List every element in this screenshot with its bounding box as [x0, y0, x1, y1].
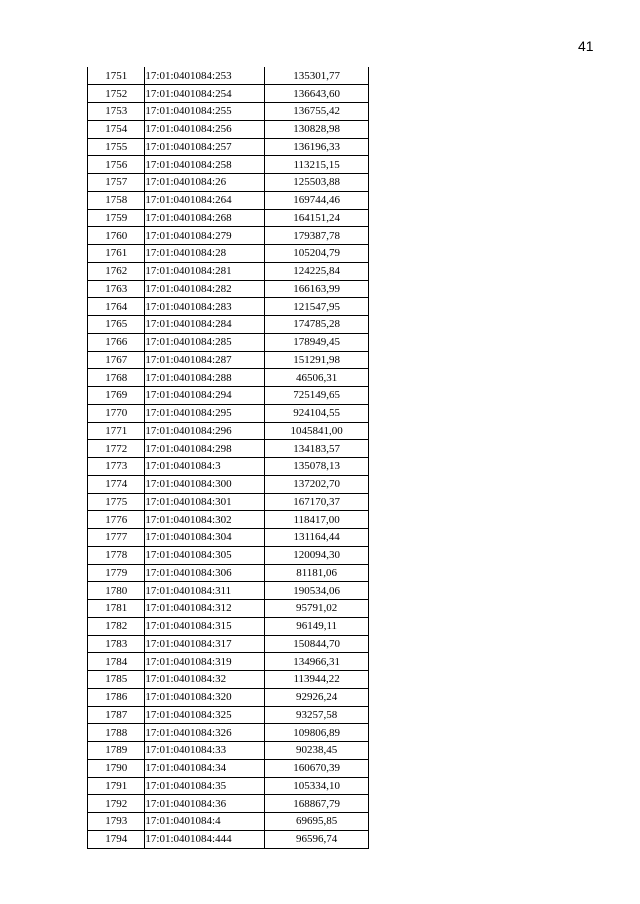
cadastral-value-cell: 164151,24: [265, 209, 369, 227]
row-number-cell: 1785: [88, 671, 145, 689]
cadastral-value-cell: 90238,45: [265, 742, 369, 760]
row-number-cell: 1787: [88, 706, 145, 724]
table-row: [88, 671, 369, 689]
row-number-cell: 1771: [88, 422, 145, 440]
cadastral-value-cell: 135301,77: [265, 67, 369, 85]
row-number-cell: 1772: [88, 440, 145, 458]
cadastral-number-cell: 17:01:0401084:264: [145, 191, 265, 209]
row-number-cell: 1782: [88, 617, 145, 635]
cadastral-number-cell: 17:01:0401084:254: [145, 85, 265, 103]
table-body: [88, 67, 369, 848]
cadastral-number-cell: 17:01:0401084:319: [145, 653, 265, 671]
cadastral-number-cell: 17:01:0401084:326: [145, 724, 265, 742]
row-number-cell: 1783: [88, 635, 145, 653]
row-number-cell: 1793: [88, 813, 145, 831]
cadastral-value-cell: 113944,22: [265, 671, 369, 689]
row-number-cell: 1760: [88, 227, 145, 245]
row-number-cell: 1779: [88, 564, 145, 582]
row-number-cell: 1762: [88, 262, 145, 280]
table-row: [88, 706, 369, 724]
cadastral-value-cell: 134183,57: [265, 440, 369, 458]
table-row: [88, 777, 369, 795]
cadastral-value-cell: 134966,31: [265, 653, 369, 671]
row-number-cell: 1775: [88, 493, 145, 511]
row-number-cell: 1776: [88, 511, 145, 529]
cadastral-value-cell: 168867,79: [265, 795, 369, 813]
table-row: [88, 174, 369, 192]
row-number-cell: 1794: [88, 830, 145, 848]
cadastral-number-cell: 17:01:0401084:298: [145, 440, 265, 458]
cadastral-value-cell: 96596,74: [265, 830, 369, 848]
cadastral-number-cell: 17:01:0401084:257: [145, 138, 265, 156]
table-row: [88, 404, 369, 422]
row-number-cell: 1764: [88, 298, 145, 316]
cadastral-value-cell: 179387,78: [265, 227, 369, 245]
row-number-cell: 1774: [88, 475, 145, 493]
cadastral-value-cell: 174785,28: [265, 316, 369, 334]
cadastral-number-cell: 17:01:0401084:444: [145, 830, 265, 848]
page-number: 41: [578, 38, 594, 54]
table-row: [88, 813, 369, 831]
cadastral-number-cell: 17:01:0401084:253: [145, 67, 265, 85]
cadastral-number-cell: 17:01:0401084:306: [145, 564, 265, 582]
cadastral-value-cell: 121547,95: [265, 298, 369, 316]
table-row: [88, 298, 369, 316]
cadastral-number-cell: 17:01:0401084:284: [145, 316, 265, 334]
table-row: [88, 511, 369, 529]
row-number-cell: 1768: [88, 369, 145, 387]
cadastral-number-cell: 17:01:0401084:32: [145, 671, 265, 689]
row-number-cell: 1761: [88, 245, 145, 263]
cadastral-number-cell: 17:01:0401084:320: [145, 688, 265, 706]
table-row: [88, 724, 369, 742]
table-row: [88, 653, 369, 671]
table-row: [88, 280, 369, 298]
cadastral-value-cell: 725149,65: [265, 387, 369, 405]
table-row: [88, 742, 369, 760]
cadastral-number-cell: 17:01:0401084:312: [145, 600, 265, 618]
cadastral-value-cell: 178949,45: [265, 333, 369, 351]
row-number-cell: 1786: [88, 688, 145, 706]
cadastral-value-cell: 105334,10: [265, 777, 369, 795]
cadastral-number-cell: 17:01:0401084:304: [145, 529, 265, 547]
cadastral-value-cell: 136196,33: [265, 138, 369, 156]
row-number-cell: 1790: [88, 759, 145, 777]
table-row: [88, 546, 369, 564]
row-number-cell: 1756: [88, 156, 145, 174]
row-number-cell: 1777: [88, 529, 145, 547]
cadastral-number-cell: 17:01:0401084:34: [145, 759, 265, 777]
row-number-cell: 1784: [88, 653, 145, 671]
table-row: [88, 795, 369, 813]
cadastral-value-cell: 93257,58: [265, 706, 369, 724]
row-number-cell: 1751: [88, 67, 145, 85]
row-number-cell: 1769: [88, 387, 145, 405]
cadastral-value-cell: 69695,85: [265, 813, 369, 831]
cadastral-number-cell: 17:01:0401084:283: [145, 298, 265, 316]
row-number-cell: 1778: [88, 546, 145, 564]
table-row: [88, 191, 369, 209]
row-number-cell: 1757: [88, 174, 145, 192]
table-row: [88, 351, 369, 369]
cadastral-number-cell: 17:01:0401084:301: [145, 493, 265, 511]
table-row: [88, 600, 369, 618]
cadastral-number-cell: 17:01:0401084:281: [145, 262, 265, 280]
cadastral-value-cell: 96149,11: [265, 617, 369, 635]
row-number-cell: 1791: [88, 777, 145, 795]
cadastral-value-cell: 136755,42: [265, 103, 369, 121]
table-row: [88, 156, 369, 174]
cadastral-value-cell: 124225,84: [265, 262, 369, 280]
row-number-cell: 1770: [88, 404, 145, 422]
cadastral-value-cell: 105204,79: [265, 245, 369, 263]
cadastral-number-cell: 17:01:0401084:317: [145, 635, 265, 653]
row-number-cell: 1753: [88, 103, 145, 121]
cadastral-value-cell: 81181,06: [265, 564, 369, 582]
cadastral-value-cell: 92926,24: [265, 688, 369, 706]
row-number-cell: 1758: [88, 191, 145, 209]
cadastral-value-cell: 109806,89: [265, 724, 369, 742]
cadastral-value-cell: 151291,98: [265, 351, 369, 369]
cadastral-number-cell: 17:01:0401084:287: [145, 351, 265, 369]
cadastral-number-cell: 17:01:0401084:28: [145, 245, 265, 263]
row-number-cell: 1788: [88, 724, 145, 742]
table-row: [88, 316, 369, 334]
cadastral-number-cell: 17:01:0401084:305: [145, 546, 265, 564]
table-row: [88, 103, 369, 121]
cadastral-number-cell: 17:01:0401084:35: [145, 777, 265, 795]
cadastral-value-table: [87, 67, 369, 849]
cadastral-value-cell: 167170,37: [265, 493, 369, 511]
table-row: [88, 333, 369, 351]
cadastral-number-cell: 17:01:0401084:295: [145, 404, 265, 422]
cadastral-number-cell: 17:01:0401084:282: [145, 280, 265, 298]
row-number-cell: 1780: [88, 582, 145, 600]
cadastral-number-cell: 17:01:0401084:255: [145, 103, 265, 121]
cadastral-value-cell: 120094,30: [265, 546, 369, 564]
row-number-cell: 1755: [88, 138, 145, 156]
cadastral-value-cell: 95791,02: [265, 600, 369, 618]
table-row: [88, 209, 369, 227]
cadastral-value-cell: 924104,55: [265, 404, 369, 422]
table-row: [88, 85, 369, 103]
row-number-cell: 1752: [88, 85, 145, 103]
cadastral-value-cell: 160670,39: [265, 759, 369, 777]
cadastral-number-cell: 17:01:0401084:300: [145, 475, 265, 493]
cadastral-value-cell: 190534,06: [265, 582, 369, 600]
cadastral-value-cell: 113215,15: [265, 156, 369, 174]
table-row: [88, 138, 369, 156]
cadastral-number-cell: 17:01:0401084:36: [145, 795, 265, 813]
cadastral-number-cell: 17:01:0401084:285: [145, 333, 265, 351]
row-number-cell: 1763: [88, 280, 145, 298]
cadastral-value-cell: 137202,70: [265, 475, 369, 493]
cadastral-value-cell: 169744,46: [265, 191, 369, 209]
cadastral-number-cell: 17:01:0401084:258: [145, 156, 265, 174]
table-row: [88, 227, 369, 245]
cadastral-number-cell: 17:01:0401084:325: [145, 706, 265, 724]
cadastral-number-cell: 17:01:0401084:315: [145, 617, 265, 635]
table-row: [88, 475, 369, 493]
row-number-cell: 1766: [88, 333, 145, 351]
cadastral-number-cell: 17:01:0401084:4: [145, 813, 265, 831]
table-row: [88, 387, 369, 405]
cadastral-number-cell: 17:01:0401084:294: [145, 387, 265, 405]
cadastral-number-cell: 17:01:0401084:311: [145, 582, 265, 600]
row-number-cell: 1773: [88, 458, 145, 476]
cadastral-value-cell: 118417,00: [265, 511, 369, 529]
table-row: [88, 582, 369, 600]
cadastral-value-cell: 135078,13: [265, 458, 369, 476]
table-row: [88, 688, 369, 706]
table-row: [88, 493, 369, 511]
table-row: [88, 369, 369, 387]
cadastral-number-cell: 17:01:0401084:26: [145, 174, 265, 192]
cadastral-value-cell: 130828,98: [265, 120, 369, 138]
cadastral-value-cell: 46506,31: [265, 369, 369, 387]
row-number-cell: 1767: [88, 351, 145, 369]
cadastral-number-cell: 17:01:0401084:33: [145, 742, 265, 760]
table-row: [88, 67, 369, 85]
cadastral-number-cell: 17:01:0401084:279: [145, 227, 265, 245]
row-number-cell: 1754: [88, 120, 145, 138]
table-row: [88, 120, 369, 138]
table-row: [88, 830, 369, 848]
cadastral-number-cell: 17:01:0401084:256: [145, 120, 265, 138]
cadastral-number-cell: 17:01:0401084:302: [145, 511, 265, 529]
table-row: [88, 564, 369, 582]
table-row: [88, 458, 369, 476]
table-row: [88, 440, 369, 458]
cadastral-number-cell: 17:01:0401084:3: [145, 458, 265, 476]
table-row: [88, 759, 369, 777]
cadastral-value-cell: 131164,44: [265, 529, 369, 547]
table-row: [88, 245, 369, 263]
cadastral-value-cell: 150844,70: [265, 635, 369, 653]
table-row: [88, 529, 369, 547]
row-number-cell: 1781: [88, 600, 145, 618]
cadastral-number-cell: 17:01:0401084:268: [145, 209, 265, 227]
table-row: [88, 635, 369, 653]
table-row: [88, 262, 369, 280]
cadastral-value-cell: 125503,88: [265, 174, 369, 192]
row-number-cell: 1789: [88, 742, 145, 760]
table-row: [88, 422, 369, 440]
row-number-cell: 1765: [88, 316, 145, 334]
cadastral-number-cell: 17:01:0401084:288: [145, 369, 265, 387]
cadastral-value-cell: 136643,60: [265, 85, 369, 103]
row-number-cell: 1792: [88, 795, 145, 813]
cadastral-number-cell: 17:01:0401084:296: [145, 422, 265, 440]
table-row: [88, 617, 369, 635]
cadastral-value-cell: 1045841,00: [265, 422, 369, 440]
cadastral-value-cell: 166163,99: [265, 280, 369, 298]
row-number-cell: 1759: [88, 209, 145, 227]
